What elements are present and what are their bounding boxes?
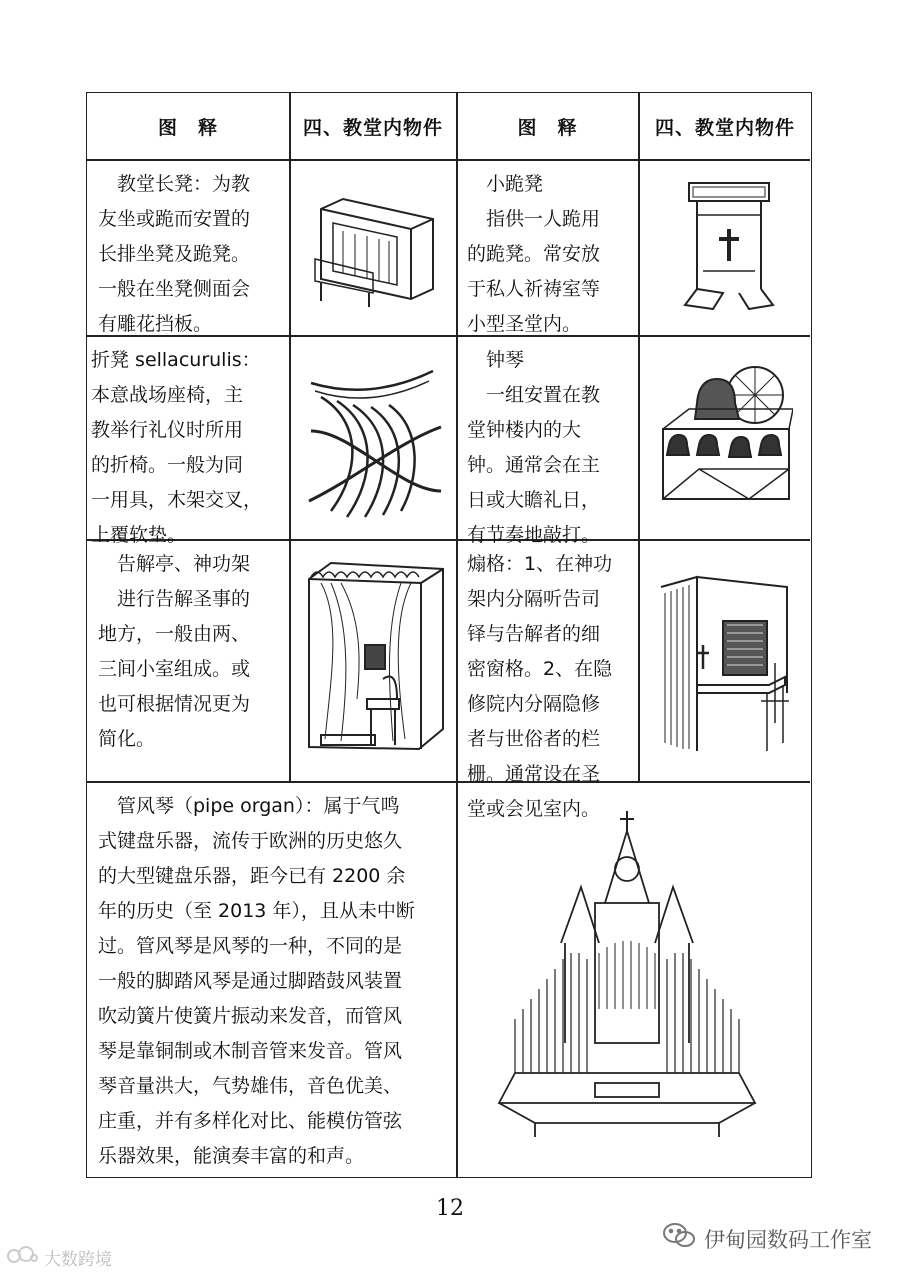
header-caption-2: 图 释 <box>517 116 578 139</box>
grille-description: 煽格：1、在神功 架内分隔听告司 铎与告解者的细 密窗格。2、在隐 修院内分隔隐修 者与世俗者的栏 栅。通常设在圣 堂或会见室内。 <box>467 553 613 820</box>
carillon-illustration <box>659 359 793 513</box>
folding-chair-illustration <box>301 361 447 525</box>
kneeler-illustration <box>683 179 775 315</box>
header-category-2: 四、教堂内物件 <box>654 116 795 139</box>
corner-watermark <box>6 1244 112 1271</box>
pew-description: 教堂长凳：为教 友坐或跪而安置的 长排坐凳及跪凳。 一般在坐凳侧面会 有雕花挡板。 <box>98 173 251 335</box>
watermark <box>662 1222 872 1255</box>
items-table <box>86 92 812 1178</box>
corner-watermark-text: 大数跨境 <box>44 1250 112 1270</box>
folding-chair-description: 折凳 sellacurulis： 本意战场座椅，主 教举行礼仪时所用 的折椅。一般为同 一用具，木架交叉， 上覆软垫。 <box>91 349 263 546</box>
grille-window-illustration <box>657 573 793 755</box>
header-caption-1: 图 释 <box>157 116 218 139</box>
header-category-1: 四、教堂内物件 <box>302 116 443 139</box>
pipe-organ-description: 管风琴（pipe organ）：属于气鸣 式键盘乐器，流传于欧洲的历史悠久 的大型键盘乐器，距今已有 2200 余 年的历史（至 2013 年），且从未中断 过。管风琴是风琴的一种，不同的是 一般的脚踏风琴是通过脚踏鼓风装置 吹动簧片使簧片振动来发音，而管风 琴是靠铜制或木制音管来发音。管风 琴音量洪大，气势雄伟，音色优美、 庄重，并有多样化对比、能模仿管弦 乐器效果，能演奏丰富的和声。 <box>98 795 415 1167</box>
bubble-logo-icon <box>6 1244 38 1271</box>
confessional-illustration <box>301 559 447 757</box>
wechat-icon <box>662 1222 696 1255</box>
confessional-description: 告解亭、神功架 进行告解圣事的 地方，一般由两、 三间小室组成。或 也可根据情况更为 简化。 <box>98 553 251 750</box>
pipe-organ-illustration <box>495 803 759 1141</box>
kneeler-description: 小跪凳 指供一人跪用 的跪凳。常安放 于私人祈祷室等 小型圣堂内。 <box>467 173 601 335</box>
watermark-text: 伊甸园数码工作室 <box>704 1227 872 1252</box>
page-number: 12 <box>436 1196 464 1221</box>
church-pew-illustration <box>313 189 437 313</box>
carillon-description: 钟琴 一组安置在教 堂钟楼内的大 钟。通常会在主 日或大瞻礼日， 有节奏地敲打。 <box>467 349 601 546</box>
